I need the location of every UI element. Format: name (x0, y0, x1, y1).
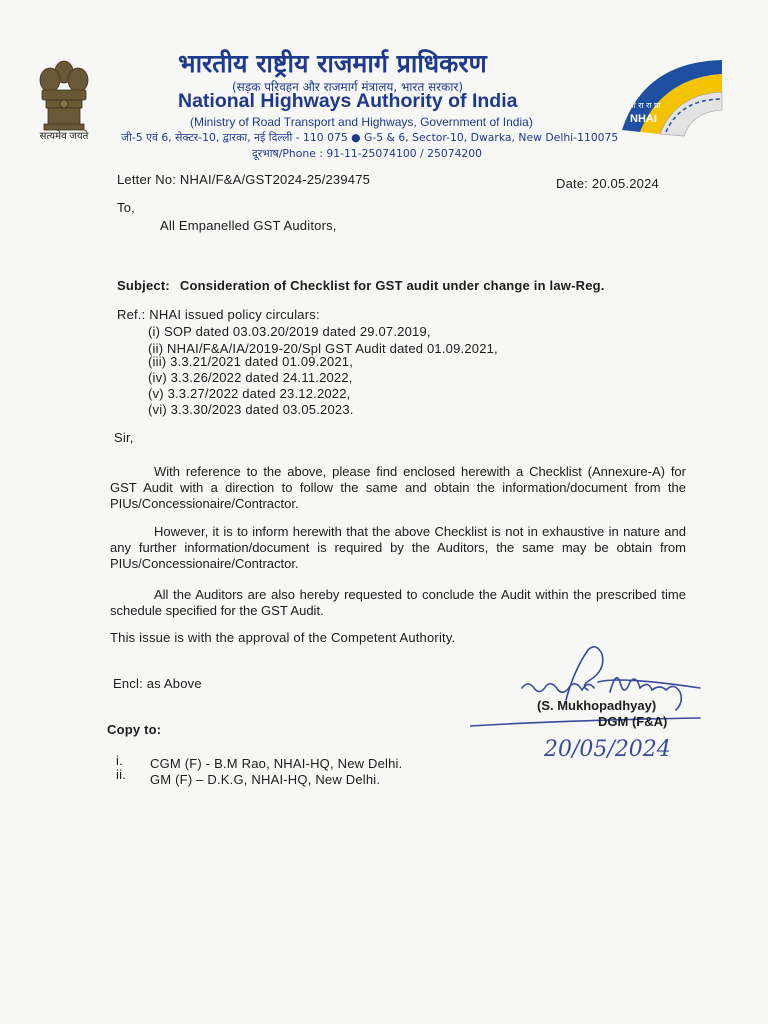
reference-item: (i) SOP dated 03.03.20/2019 dated 29.07.2019, (148, 324, 431, 339)
letterhead-english-title: National Highways Authority of India (178, 90, 518, 112)
approval-note: This issue is with the approval of the Competent Authority. (110, 630, 456, 645)
to-label: To, (117, 200, 135, 215)
letterhead-hindi-subtitle: (सड़क परिवहन और राजमार्ग मंत्रालय, भारत सरकार) (232, 80, 464, 94)
paragraph-3-text: All the Auditors are also hereby requested to conclude the Audit within the prescribed time schedule specified for the GST Audit. (110, 587, 686, 618)
copy-list-item: GM (F) – D.K.G, NHAI-HQ, New Delhi. (150, 772, 381, 787)
letter-number: Letter No: NHAI/F&A/GST2024-25/239475 (117, 172, 371, 187)
signatory-name: (S. Mukhopadhyay) (537, 698, 657, 713)
reference-item: (iv) 3.3.26/2022 dated 24.11.2022, (148, 370, 353, 385)
addressee: All Empanelled GST Auditors, (160, 218, 337, 233)
paragraph-1 (110, 464, 686, 512)
reference-heading: Ref.: NHAI issued policy circulars: (117, 307, 320, 322)
letterhead-hindi-title: भारतीय राष्ट्रीय राजमार्ग प्राधिकरण (178, 49, 487, 78)
logo-hindi-text: भा रा रा प्रा (628, 101, 661, 110)
letterhead-english-subtitle: (Ministry of Road Transport and Highways, Government of India) (190, 115, 533, 129)
paragraph-3 (110, 587, 686, 619)
reference-item: (v) 3.3.27/2022 dated 23.12.2022, (148, 386, 351, 401)
copy-list-item: CGM (F) - B.M Rao, NHAI-HQ, New Delhi. (150, 756, 403, 771)
reference-item: (ii) NHAI/F&A/IA/2019-20/Spl GST Audit dated 01.09.2021, (148, 341, 498, 356)
nhai-logo-icon (614, 52, 730, 142)
paragraph-1-text: With reference to the above, please find enclosed herewith a Checklist (Annexure-A) for GST Audit with a direction to follow the same and obtain the information/document from the PIUs/Concessionaire/Contractor. (110, 464, 686, 511)
subject-text: Consideration of Checklist for GST audit under change in law-Reg. (179, 278, 605, 293)
emblem-motto: सत्यमेव जयते (39, 131, 89, 142)
copy-to-label: Copy to: (107, 722, 162, 737)
enclosure-note: Encl: as Above (113, 676, 202, 691)
subject-label: Subject: (117, 278, 170, 293)
letterhead-phone: दूरभाष/Phone : 91-11-25074100 / 25074200 (252, 147, 483, 160)
salutation: Sir, (114, 430, 134, 445)
paragraph-2-text: However, it is to inform herewith that the above Checklist is not in exhaustive in nature and any further information/document is required by the Auditors, the same may be obtain from PIUs/Concessionaire/Contractor. (110, 524, 686, 571)
letterhead-address: जी-5 एवं 6, सेक्टर-10, द्वारका, नई दिल्ली - 110 075 ● G-5 & 6, Sector-10, Dwarka, New Delhi-110075 (121, 131, 619, 144)
letter-date: Date: 20.05.2024 (556, 176, 659, 191)
reference-item: (iii) 3.3.21/2021 dated 01.09.2021, (148, 354, 354, 369)
copy-list-number: i. (116, 753, 123, 768)
signature-date: 20/05/2024 (544, 737, 671, 762)
copy-list-number: ii. (116, 767, 126, 782)
signatory-designation: DGM (F&A) (598, 714, 668, 729)
reference-item: (vi) 3.3.30/2023 dated 03.05.2023. (148, 402, 354, 417)
paragraph-2 (110, 524, 686, 572)
subject-line (117, 278, 605, 293)
logo-nhai-text: NHAI (630, 113, 657, 125)
